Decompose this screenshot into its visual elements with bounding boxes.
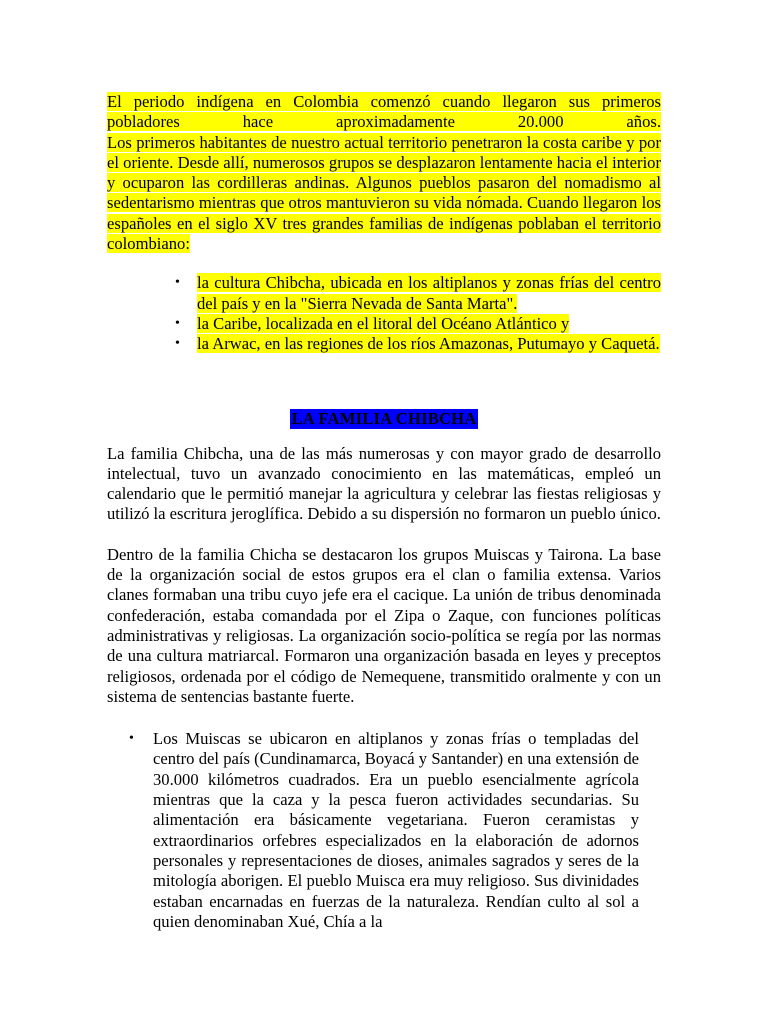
bullet-icon: • [175,315,180,331]
section-heading: LA FAMILIA CHIBCHA [291,408,477,428]
intro-body: Los primeros habitantes de nuestro actual territorio penetraron la costa caribe y por el oriente. Desde allí, numerosos grupos se desplazaron lentamente hacia el interior y ocuparon las cordilleras andinas. Algunos pueblos pasaron del nomadismo al sedentarismo mientras que otros mantuvieron su vida nómada. Cuando llegaron los españoles en el siglo XV tres grandes familias de indígenas poblaban el territorio colombiano: [107,132,661,254]
section-heading-row [107,409,661,431]
intro-line-2: pobladores hace aproximadamente 20.000 años. [107,112,661,132]
list-item-text: la Arwac, en las regiones de los ríos Amazonas, Putumayo y Caquetá. [197,334,660,354]
bullet-icon: • [129,731,134,747]
list-item-chibcha [175,273,661,314]
list-item-arwac [175,334,661,354]
list-item-text: Los Muiscas se ubicaron en altiplanos y zonas frías o templadas del centro del país (Cundinamarca, Boyacá y Santander) en una extensión de 30.000 kilómetros cuadrados. Era un pueblo esencialmente agrícola mientras que la caza y la pesca fueron actividades secundarias. Su alimentación era básicamente vegetariana. Fueron ceramistas y extraordinarios orfebres especializados en la elaboración de adornos personales y representaciones de dioses, animales sagrados y seres de la mitología aborigen. El pueblo Muisca era muy religioso. Sus divinidades estaban encarnadas en fuerzas de la naturaleza. Rendían culto al sol a quien denominaban Xué, Chía a la [153,729,639,931]
bullet-icon: • [175,275,180,291]
intro-paragraph [107,92,661,254]
document-page [107,92,661,932]
list-item-muiscas [129,729,639,932]
list-item-caribe [175,314,661,334]
bullet-icon: • [175,336,180,352]
list-item-text: la cultura Chibcha, ubicada en los altiplanos y zonas frías del centro del país y en la "Sierra Nevada de Santa Marta". [197,273,661,313]
groups-list [129,729,639,932]
indigenous-families-list [175,273,661,354]
list-item-text: la Caribe, localizada en el litoral del Océano Atlántico y [197,313,570,333]
paragraph-social-organization: Dentro de la familia Chicha se destacaron los grupos Muiscas y Tairona. La base de la organización social de estos grupos era el clan o familia extensa. Varios clanes formaban una tribu cuyo jefe era el cacique. La unión de tribus denominada confederación, estaba comandada por el Zipa o Zaque, con funciones políticas administrativas y religiosas. La organización socio-política se regía por las normas de una cultura matriarcal. Formaron una organización basada en leyes y preceptos religiosos, ordenada por el código de Nemequene, transmitido oralmente y con un sistema de sentencias bastante fuerte. [107,544,661,706]
intro-line-1: El periodo indígena en Colombia comenzó cuando llegaron sus primeros [107,92,661,111]
paragraph-chibcha-family: La familia Chibcha, una de las más numerosas y con mayor grado de desarrollo intelectual, tuvo un avanzado conocimiento en las matemáticas, empleó un calendario que le permitió manejar la agricultura y celebrar las fiestas religiosas y utilizó la escritura jeroglífica. Debido a su dispersión no formaron un pueblo único. [107,443,661,524]
